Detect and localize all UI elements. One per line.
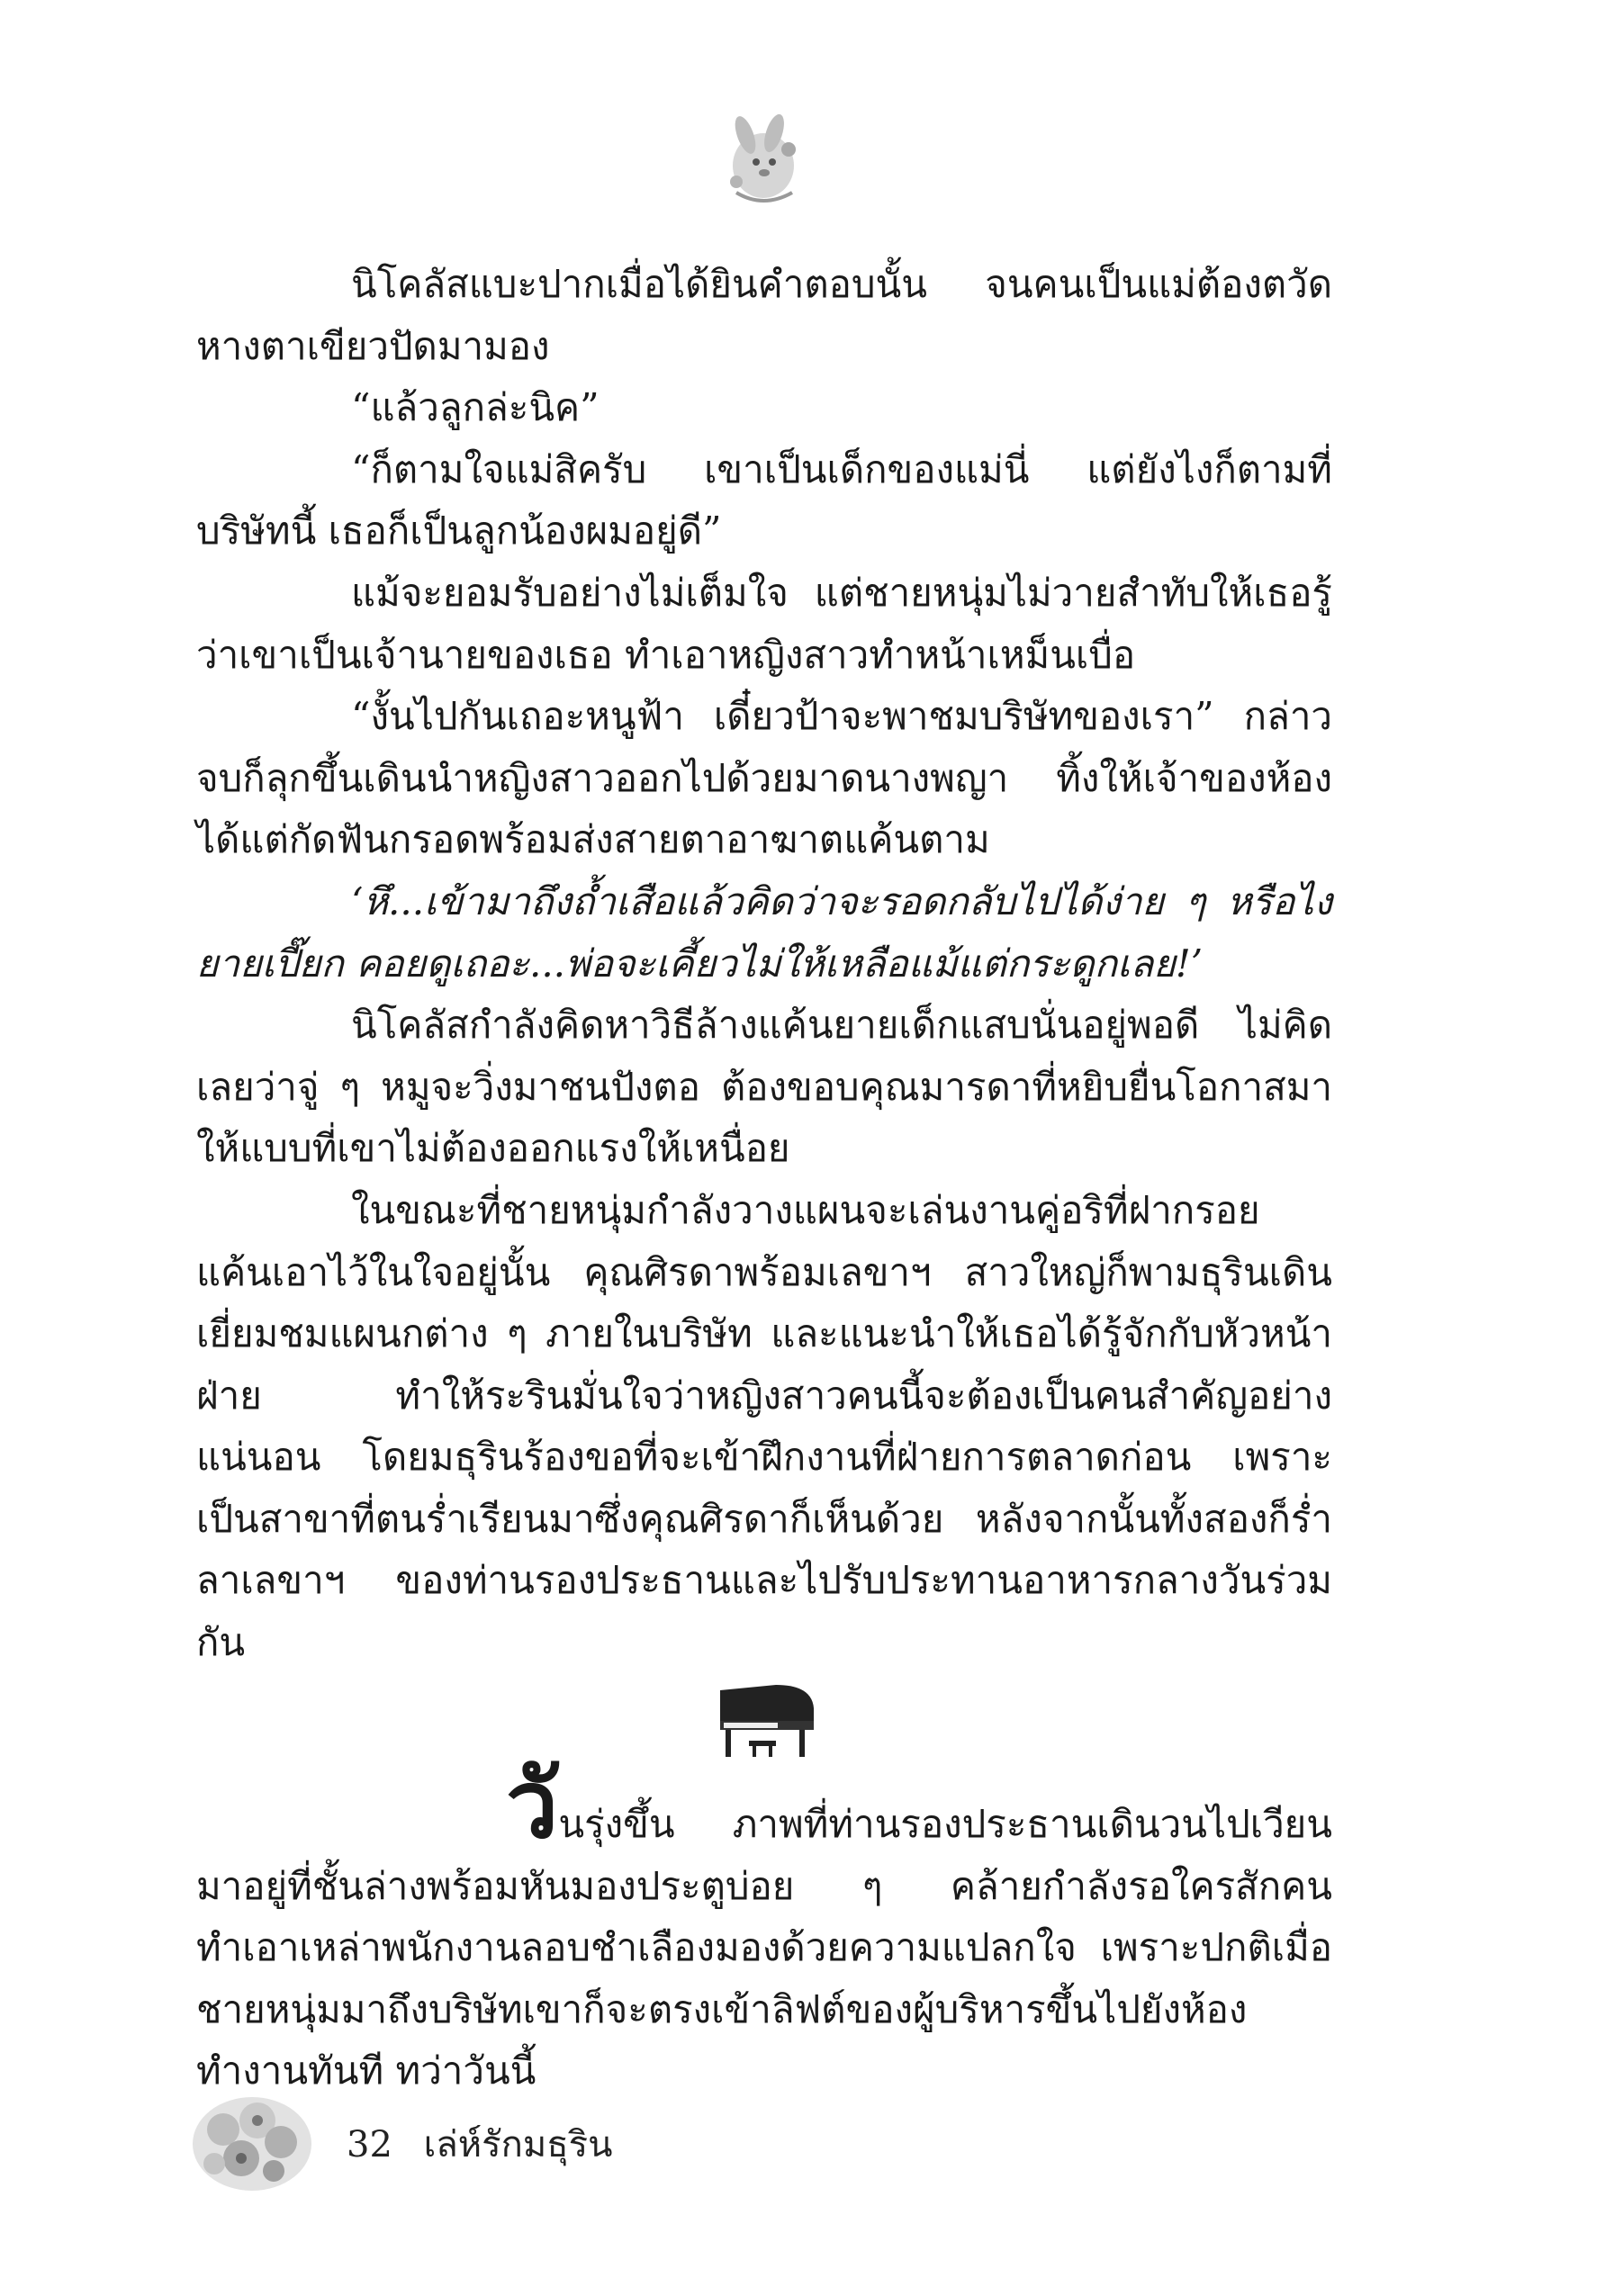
paragraph: “งั้นไปกันเถอะหนูฟ้า เดี๋ยวป้าจะพาชมบริษัทของเรา” กล่าวจบก็ลุกขึ้นเดินนำหญิงสาวออกไปด้วยมาดนางพญา ทิ้งให้เจ้าของห้องได้แต่กัดฟันกรอดพร้อมส่งสายตาอาฆาตแค้นตาม <box>196 694 1332 862</box>
paragraph: แม้จะยอมรับอย่างไม่เต็มใจ แต่ชายหนุ่มไม่วายสำทับให้เธอรู้ว่าเขาเป็นเจ้านายของเธอ ทำเอาหญิงสาวทำหน้าเหม็นเบื่อ <box>196 570 1332 677</box>
section-two-text: นรุ่งขึ้น ภาพที่ท่านรองประธานเดินวนไปเวียนมาอยู่ที่ชั้นล่างพร้อมหันมองประตูบ่อย ๆ คล้ายกำลังรอใครสักคน ทำเอาเหล่าพนักงานลอบชำเลืองมองด้วยความแปลกใจ เพราะปกติเมื่อชายหนุ่มมาถึงบริษัทเขาก็จะตรงเข้าลิฟต์ของผู้บริหารขึ้นไปยังห้องทำงานทันที ทว่าวันนี้ <box>196 1802 1332 2093</box>
grand-piano-icon <box>713 1681 817 1759</box>
paragraph: นิโคลัสกำลังคิดหาวิธีล้างแค้นยายเด็กแสบนั่นอยู่พอดี ไม่คิดเลยว่าจู่ ๆ หมูจะวิ่งมาชนปังตอ ต้องขอบคุณมารดาที่หยิบยื่นโอกาสมาให้แบบที่เขาไม่ต้องออกแรงให้เหนื่อย <box>196 1003 1332 1171</box>
paragraph: นิโคลัสแบะปากเมื่อได้ยินคำตอบนั้น จนคนเป็นแม่ต้องตวัดหางตาเขียวปัดมามอง <box>196 262 1332 368</box>
section-two-paragraph <box>196 1749 1332 2102</box>
page-number: 32 <box>347 2124 392 2165</box>
paragraph: ในขณะที่ชายหนุ่มกำลังวางแผนจะเล่นงานคู่อริที่ฝากรอยแค้นเอาไว้ในใจอยู่นั้น คุณศิรดาพร้อมเลขาฯ สาวใหญ่ก็พามธุรินเดินเยี่ยมชมแผนกต่าง ๆ ภายในบริษัท และแนะนำให้เธอได้รู้จักกับหัวหน้าฝ่าย ทำให้ระรินมั่นใจว่าหญิงสาวคนนี้จะต้องเป็นคนสำคัญอย่างแน่นอน โดยมธุรินร้องขอที่จะเข้าฝึกงานที่ฝ่ายการตลาดก่อน เพราะเป็นสาขาที่ตนร่ำเรียนมาซึ่งคุณศิรดาก็เห็นด้วย หลังจากนั้นทั้งสองก็ร่ำลาเลขาฯ ของท่านรองประธานและไปรับประทานอาหารกลางวันร่วมกัน <box>196 1187 1332 1665</box>
page-footer <box>347 2115 613 2173</box>
flower-bouquet-icon <box>187 2088 317 2196</box>
section-two <box>196 1749 1332 2102</box>
paragraph: “ก็ตามใจแม่สิครับ เขาเป็นเด็กของแม่นี่ แต่ยังไงก็ตามที่บริษัทนี้ เธอก็เป็นลูกน้องผมอยู่ดี” <box>196 446 1332 554</box>
bunny-flower-icon <box>718 110 808 209</box>
main-text <box>196 254 1332 1674</box>
paragraph: “แล้วลูกล่ะนิค” <box>351 385 600 430</box>
book-title: เล่ห์รักมธุริน <box>423 2124 613 2165</box>
drop-cap: วั <box>506 1749 559 1859</box>
inner-thought-paragraph: ‘หึ...เข้ามาถึงถ้ำเสือแล้วคิดว่าจะรอดกลับไปได้ง่าย ๆ หรือไงยายเปี๊ยก คอยดูเถอะ...พ่อจะเคี้ยวไม่ให้เหลือแม้แต่กระดูกเลย!’ <box>196 878 1332 986</box>
